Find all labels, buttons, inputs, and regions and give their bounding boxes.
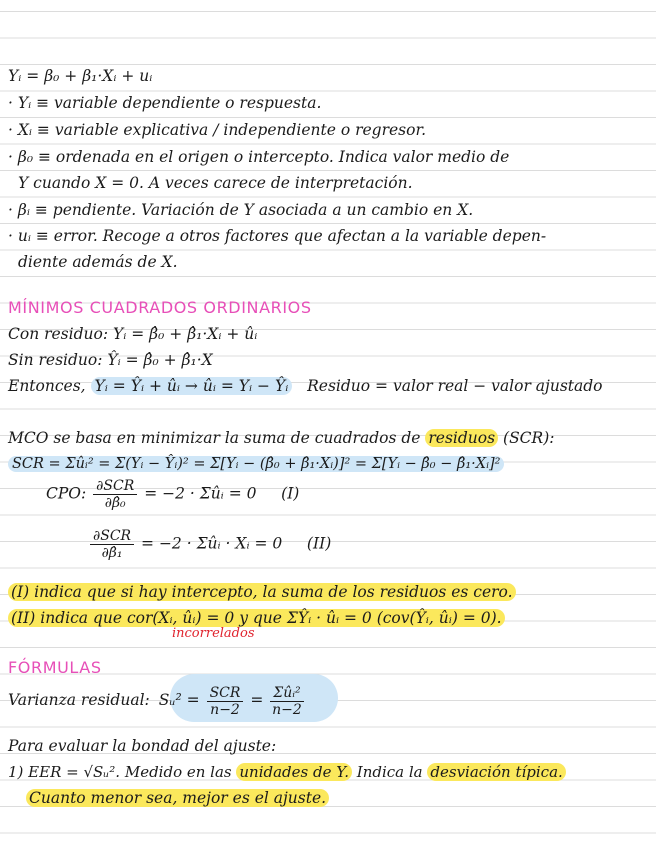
var-frac-2-den: n−2 [272,701,302,718]
basa-highlight: residuos [425,429,498,447]
residuo-definition: Residuo = valor real − valor ajustado [307,377,603,395]
eer-last: Cuanto menor sea, mejor es el ajuste. [26,789,329,807]
def-b0: · β₀ ≡ ordenada en el origen o intercepto. Indica valor medio de [8,148,510,166]
eer-line [8,760,652,784]
def-b1: · βᵢ ≡ pendiente. Variación de Y asociada a un cambio en X. [8,201,474,219]
var-frac-1-den: n−2 [210,701,240,718]
scr-equation: SCR = Σûᵢ² = Σ(Yᵢ − Ŷᵢ)² = Σ[Yᵢ − (β̂₀ + β̂₁·Xᵢ)]² = Σ[Yᵢ − β̂₀ − β̂₁·Xᵢ]² [8,456,504,472]
note-2-line [8,606,652,630]
scr-line [8,452,652,476]
con-residuo: Con residuo: Yᵢ = β̂₀ + β̂₁·Xᵢ + ûᵢ [8,325,258,343]
deriv-b0-tag: (I) [281,484,300,503]
formulas-heading: FÓRMULAS [8,658,102,677]
basa-pre: MCO se basa en minimizar la suma de cuadrados de [8,429,421,447]
def-u: · uᵢ ≡ error. Recoge a otros factores que afectan a la variable depen- [8,227,547,245]
entonces-label: Entonces, [8,377,86,395]
def-u-cont: diente además de X. [18,253,178,271]
eer-mid: Indica la [356,763,423,781]
deriv-b0-den: ∂β̂₀ [104,495,126,511]
deriv-b1 [90,528,134,561]
deriv-b0-num: ∂SCR [93,478,137,495]
var-frac-2 [270,685,303,718]
cpo-label: CPO: [46,484,87,503]
bondad-line: Para evaluar la bondad del ajuste: [8,737,277,755]
basa-post: (SCR): [503,429,555,447]
deriv-b0-rhs: = −2 · Σûᵢ = 0 [144,484,257,503]
varianza-label: Varianza residual: [8,691,150,709]
var-frac-1 [207,685,244,718]
var-equals: = [250,691,264,709]
def-b0-cont: Y cuando X = 0. A veces carece de interpretación. [18,174,413,192]
s2-symbol: Sᵤ² = [158,691,200,709]
cpo-1 [46,478,652,522]
def-x: · Xᵢ ≡ variable explicativa / independiente o regresor. [8,121,427,139]
eer-highlight-deviation: desviación típica. [427,763,565,781]
note-1-line [8,580,652,604]
incorrelados-annotation: incorrelados [172,626,255,641]
deriv-b1-rhs: = −2 · Σûᵢ · Xᵢ = 0 [141,534,283,553]
entonces-equation: Yᵢ = Ŷᵢ + ûᵢ → ûᵢ = Yᵢ − Ŷᵢ [91,377,293,395]
def-y: · Yᵢ ≡ variable dependiente o respuesta. [8,94,322,112]
var-frac-2-num: Σûᵢ² [270,685,303,702]
deriv-b1-den: ∂β̂₁ [101,545,123,561]
deriv-b1-tag: (II) [306,534,332,553]
varianza-line [8,680,652,720]
mco-basa-line [8,426,652,450]
eer-last-line [26,786,652,810]
deriv-b0 [93,478,137,511]
note-2: (II) indica que cor(Xᵢ, ûᵢ) = 0 y que ΣŶᵢ · ûᵢ = 0 (cov(Ŷᵢ, ûᵢ) = 0). [8,609,505,627]
mco-heading: MÍNIMOS CUADRADOS ORDINARIOS [8,298,312,317]
note-1: (I) indica que si hay intercepto, la suma de los residuos es cero. [8,583,516,601]
sin-residuo: Sin residuo: Ŷᵢ = β̂₀ + β̂₁·X [8,351,213,369]
eer-highlight-units: unidades de Y. [236,763,352,781]
deriv-b1-num: ∂SCR [90,528,134,545]
model-equation: Yᵢ = β₀ + β₁·Xᵢ + uᵢ [8,67,153,85]
cpo-2 [88,528,652,572]
var-frac-1-num: SCR [207,685,244,702]
eer-pre: 1) EER = √Sᵤ². Medido en las [8,763,232,781]
entonces-line [8,374,652,398]
